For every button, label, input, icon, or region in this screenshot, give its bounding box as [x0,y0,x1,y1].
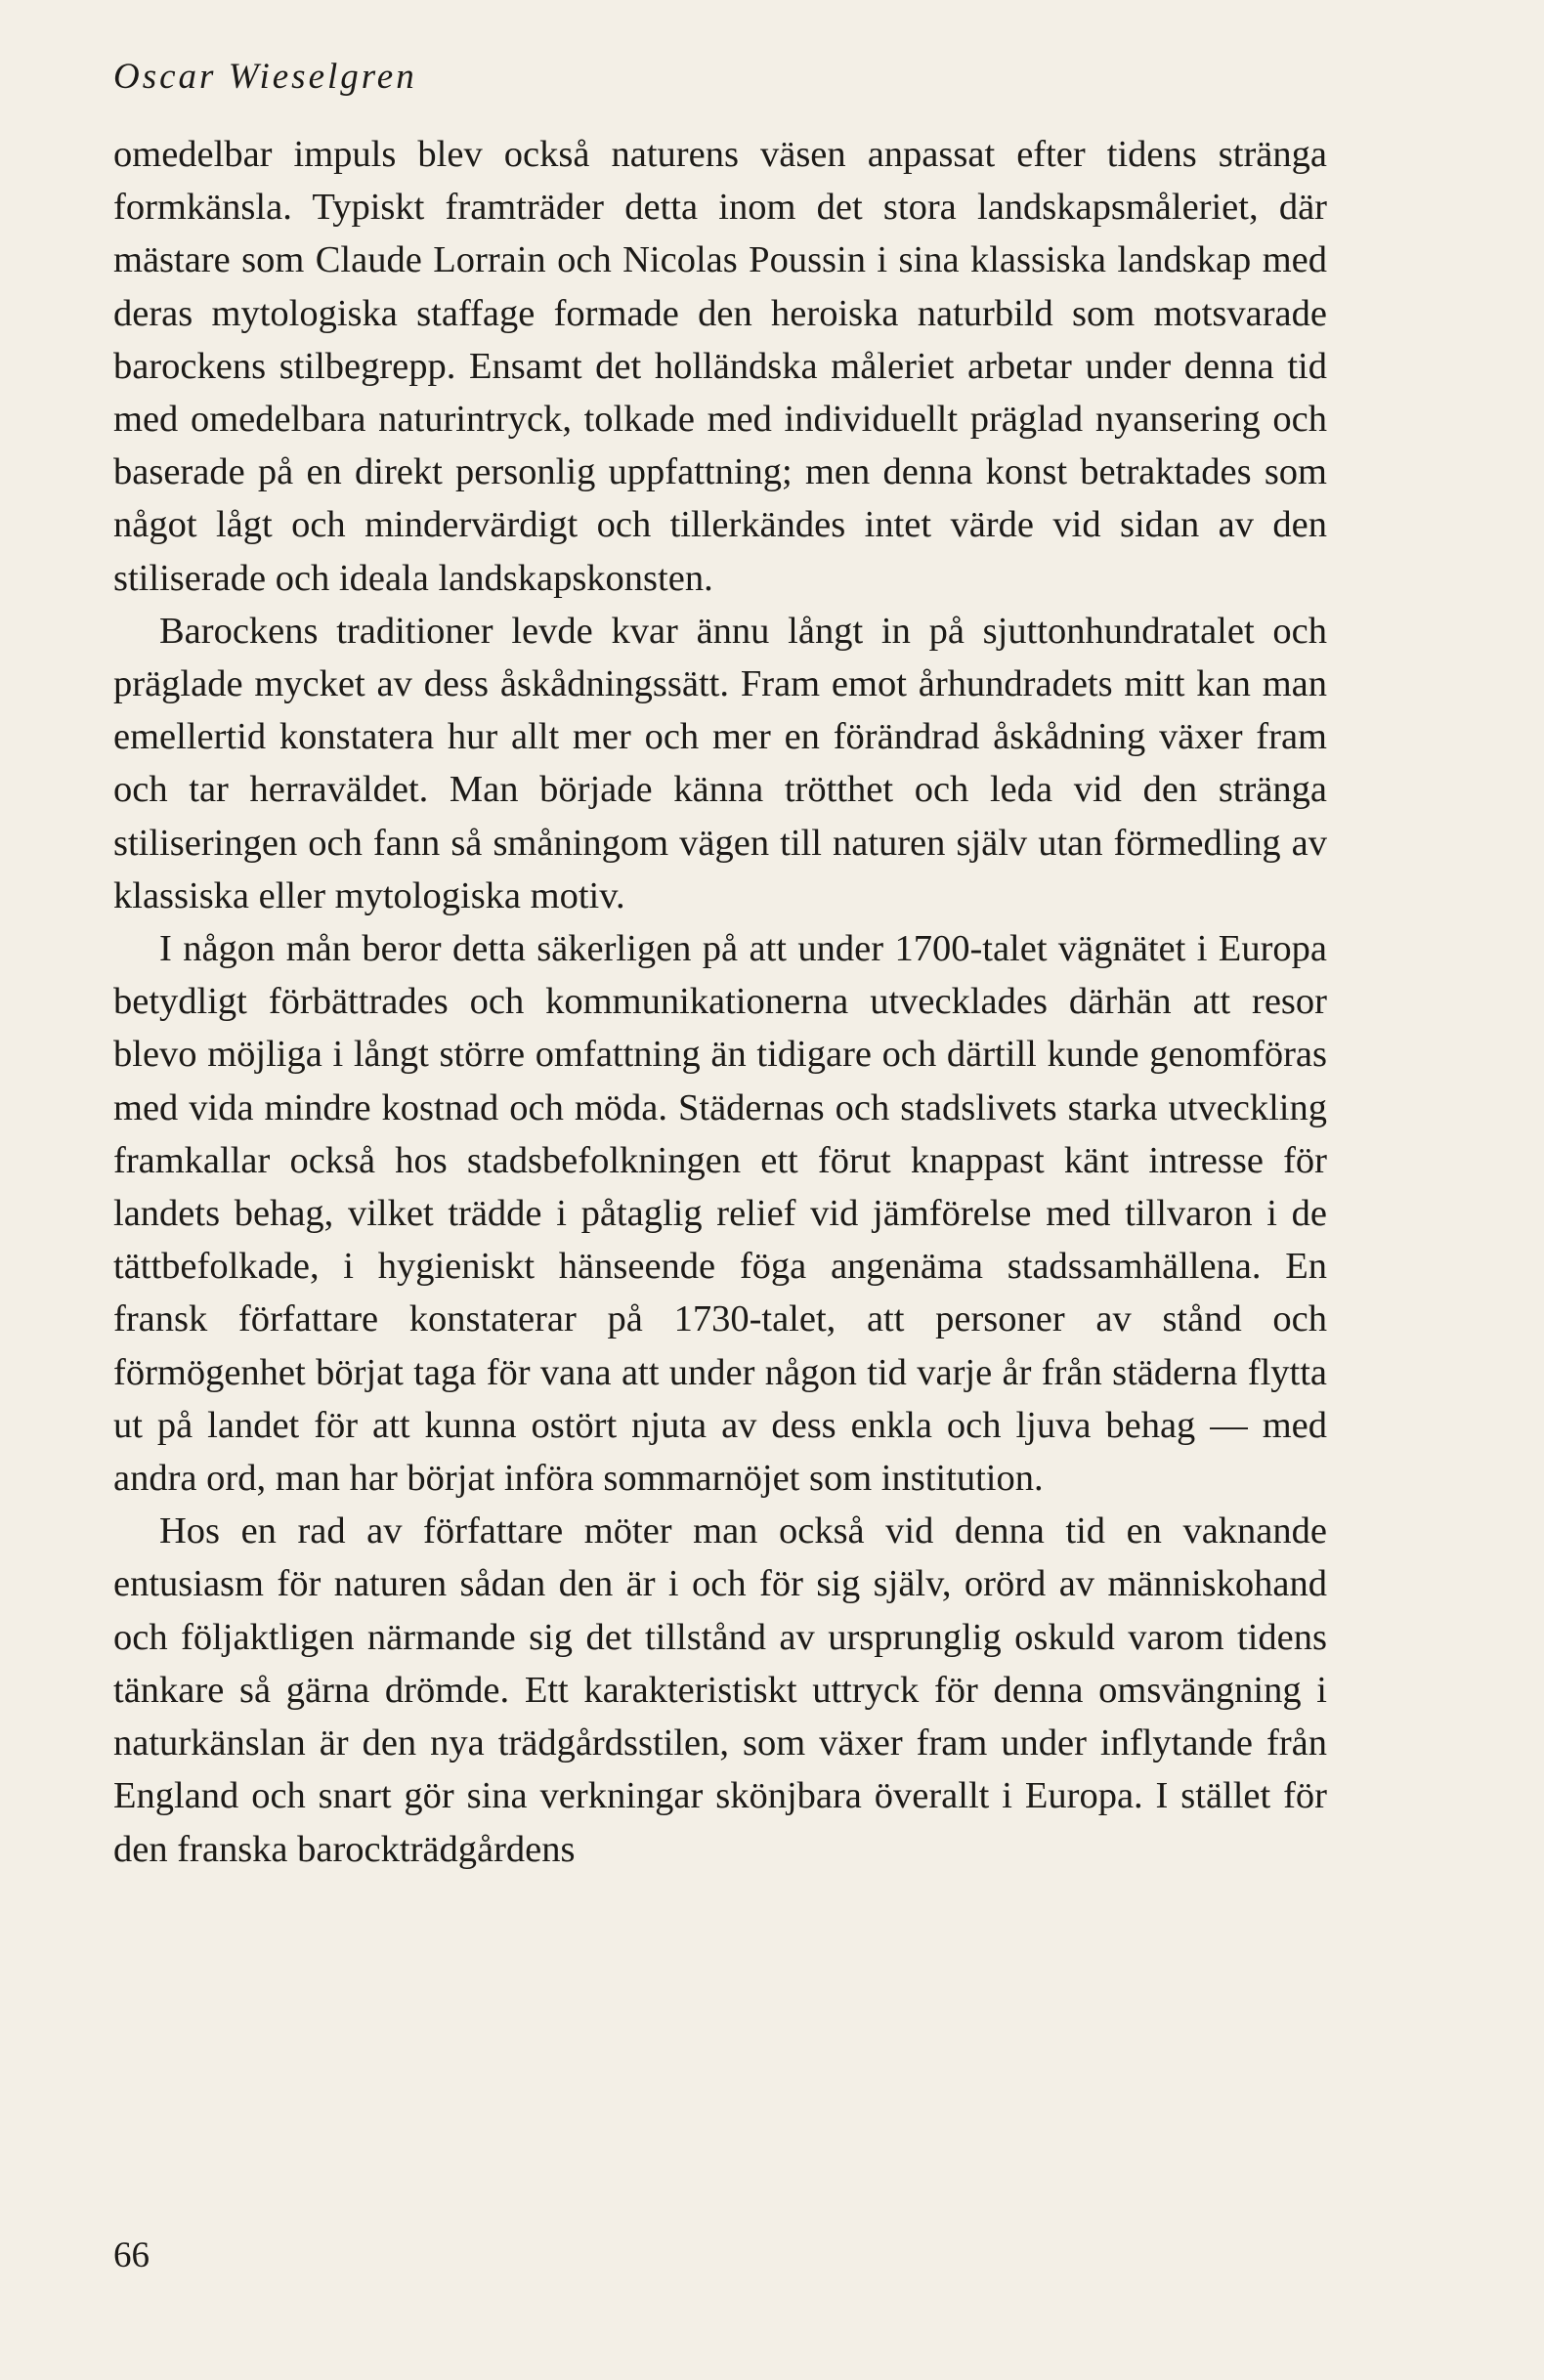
paragraph-2: Barockens traditioner levde kvar ännu långt in på sjuttonhundratalet och präglade mycket av dess åskådningssätt. Fram emot århundradets mitt kan man emellertid konstatera hur allt mer och mer en förändrad åskådning växer fram och tar herraväldet. Man började känna trötthet och leda vid den stränga stiliseringen och fann så småningom vägen till naturen själv utan förmedling av klassiska eller mytologiska motiv. [113,610,1327,916]
running-head-author: Oscar Wieselgren [113,57,417,97]
paragraph-4: Hos en rad av författare möter man också vid denna tid en vaknande entusiasm för naturen sådan den är i och för sig själv, orörd av människohand och följaktligen närmande sig det tillstånd av ursprunglig oskuld varom tidens tänkare så gärna drömde. Ett karakteristiskt uttryck för denna omsvängning i naturkänslan är den nya trädgårdsstilen, som växer fram under inflytande från England och snart gör sina verkningar skönjbara överallt i Europa. I stället för den franska barockträdgårdens [113,1510,1327,1870]
paragraph-3: I någon mån beror detta säkerligen på att under 1700-talet vägnätet i Europa betydligt förbättrades och kommunikationerna utvecklades därhän att resor blevo möjliga i långt större omfattning än tidigare och därtill kunde genomföras med vida mindre kostnad och möda. Städernas och stadslivets starka utveckling framkallar också hos stadsbefolkningen ett förut knappast känt intresse för landets behag, vilket trädde i påtaglig relief vid jämförelse med tillvaron i de tättbefolkade, i hygieniskt hänseende föga angenäma stadssamhällena. En fransk författare konstaterar på 1730-talet, att personer av stånd och förmögenhet börjat taga för vana att under någon tid varje år från städerna flytta ut på landet för att kunna ostört njuta av dess enkla och ljuva behag — med andra ord, man har börjat införa sommarnöjet som institution. [113,928,1327,1500]
body-text [113,128,1327,1876]
paragraph-1: omedelbar impuls blev också naturens väsen anpassat efter tidens stränga formkänsla. Typiskt framträder detta inom det stora landskapsmåleriet, där mästare som Claude Lorrain och Nicolas Poussin i sina klassiska landskap med deras mytologiska staffage formade den heroiska naturbild som motsvarade barockens stilbegrepp. Ensamt det holländska måleriet arbetar under denna tid med omedelbara naturintryck, tolkade med individuellt präglad nyansering och baserade på en direkt personlig uppfattning; men denna konst betraktades som något lågt och mindervärdigt och tillerkändes intet värde vid sidan av den stiliserade och ideala landskapskonsten. [113,134,1327,599]
page-number: 66 [113,2235,150,2275]
